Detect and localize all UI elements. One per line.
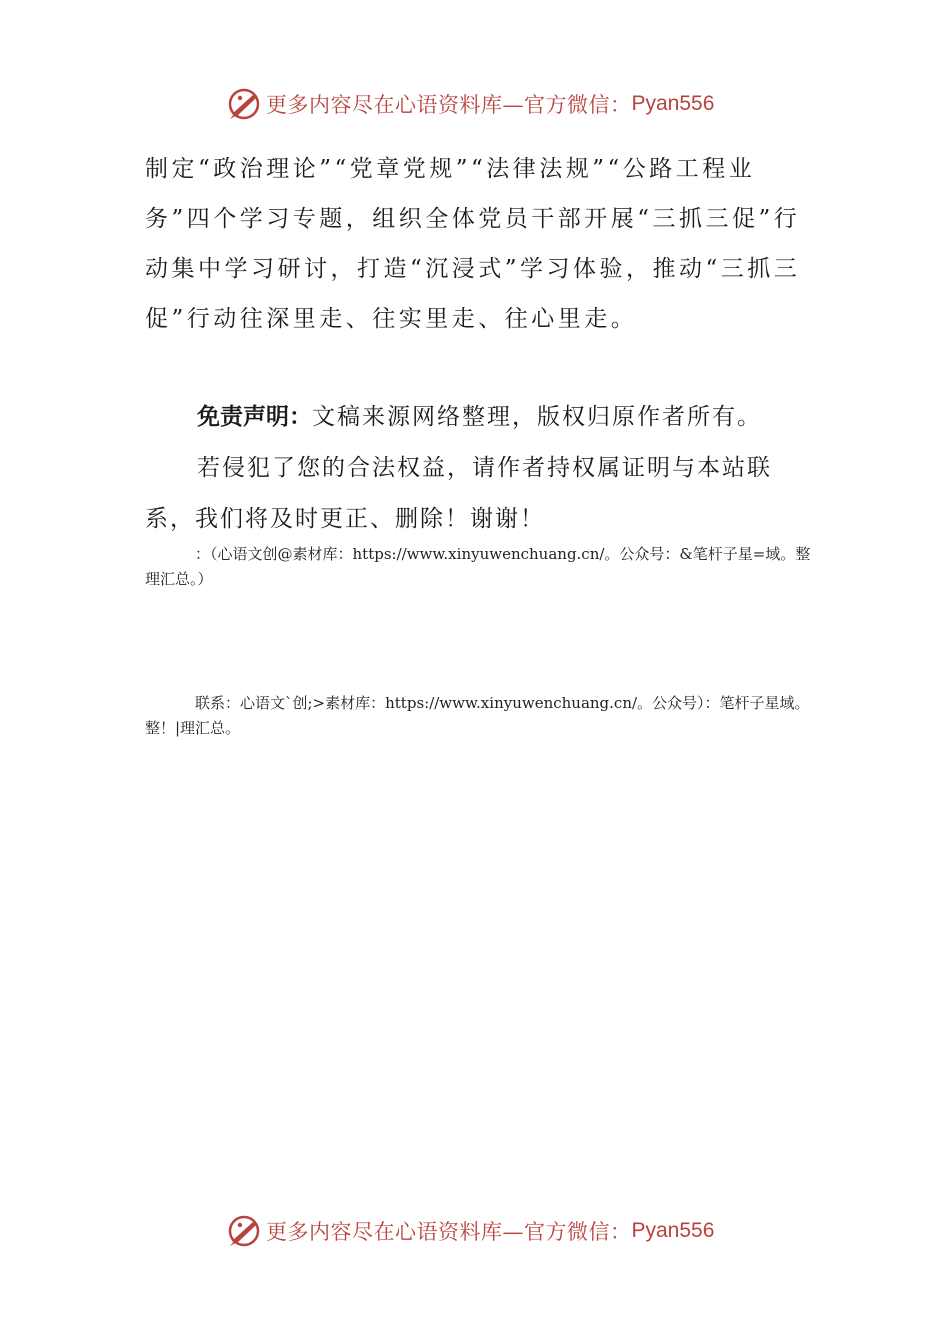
disclaimer-line-1 bbox=[145, 392, 815, 443]
source-note-2-text: 联系：心语文`创;>素材库：https://www.xinyuwenchuang.cn/。公众号）：笔杆子星域。整！|理汇总。 bbox=[145, 694, 810, 737]
banner-text: 更多内容尽在心语资料库—官方微信： bbox=[266, 1220, 632, 1244]
banner-text: 更多内容尽在心语资料库—官方微信： bbox=[266, 93, 632, 117]
disclaimer-line-2: 若侵犯了您的合法权益，请作者持权属证明与本站联系，我们将及时更正、删除！谢谢！ bbox=[145, 455, 772, 532]
disclaimer-label: 免责声明： bbox=[197, 404, 312, 430]
disclaimer-section bbox=[145, 392, 815, 545]
pen-logo-icon bbox=[226, 86, 262, 122]
disclaimer-text-1: 文稿来源网络整理，版权归原作者所有。 bbox=[312, 404, 762, 430]
body-paragraph: 制定“政治理论”“党章党规”“法律法规”“公路工程业务”四个学习专题，组织全体党员干部开展“三抓三促”行动集中学习研讨，打造“沉浸式”学习体验，推动“三抓三促”行动往深里走、往实里走、往心里走。 bbox=[145, 156, 801, 332]
banner-wechat-handle: Pyan556 bbox=[631, 1219, 715, 1242]
pen-logo-icon bbox=[226, 1213, 262, 1249]
banner-wechat-handle: Pyan556 bbox=[631, 92, 715, 115]
source-note-2 bbox=[145, 691, 815, 741]
header-banner bbox=[226, 84, 726, 124]
footer-banner bbox=[226, 1211, 726, 1251]
source-note-1 bbox=[145, 542, 815, 592]
source-note-1-text: ：（心语文创@素材库：https://www.xinyuwenchuang.cn/。公众号：&笔杆子星=域。整理汇总。） bbox=[145, 545, 811, 588]
